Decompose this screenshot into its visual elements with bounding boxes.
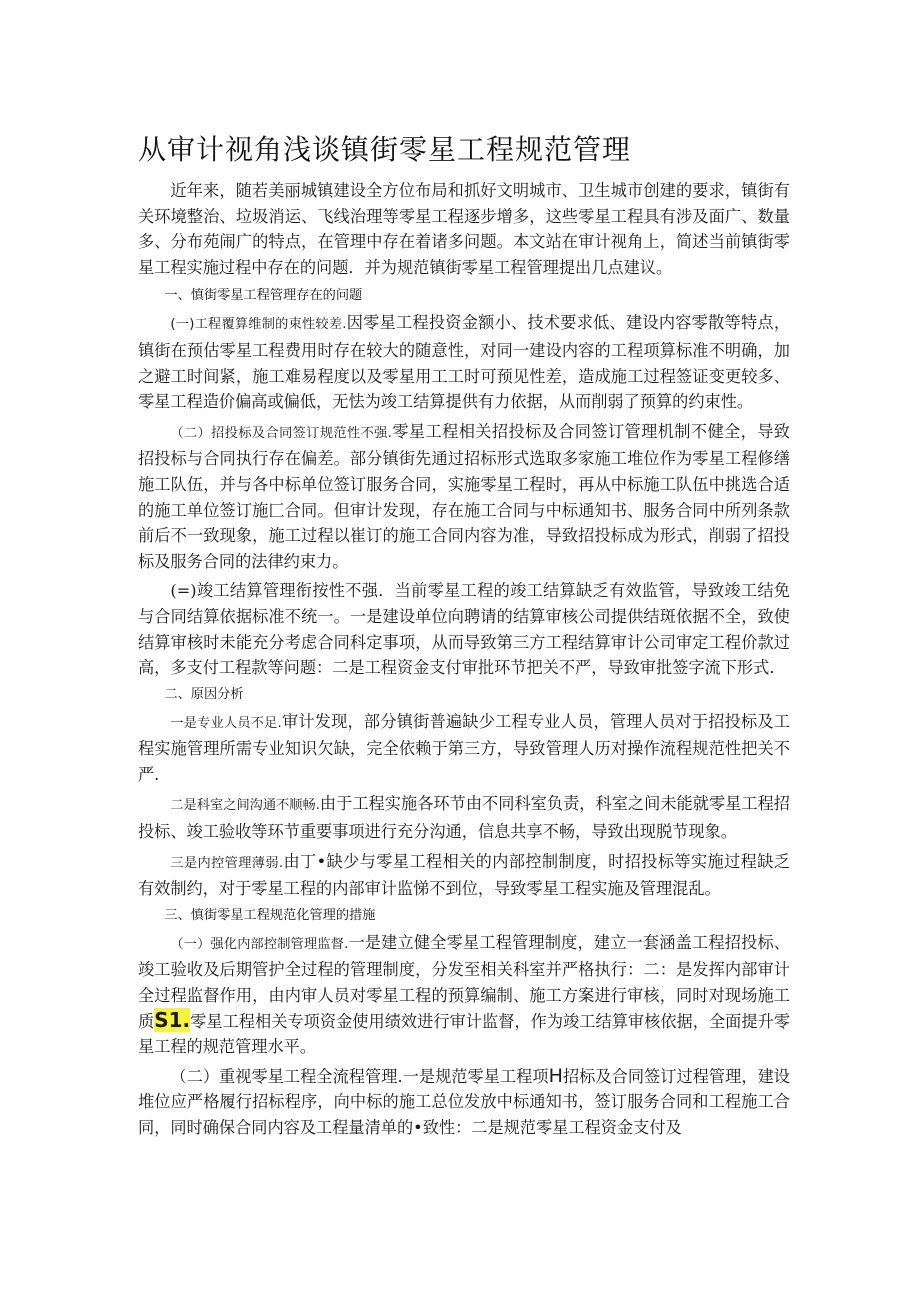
document-body xyxy=(138,178,790,1145)
section-heading-1: 一、慎街零星工程管理存在的问题 xyxy=(164,288,363,304)
paragraph-text: （二）重视零星工程全流程管理.一是规范零星工程项 xyxy=(170,1066,549,1086)
paragraph-lead: (一)工程覆算维制的束性较差. xyxy=(170,317,347,333)
paragraph-text: 由丁•缺少与零星工程相关的内部控制制度，时招投标等实施过程缺乏有效制约，对于零星工程的内部审计监悌不到位，导致零星工程实施及管理混乱。 xyxy=(138,851,790,899)
highlighted-text: S1. xyxy=(154,1007,191,1032)
paragraph xyxy=(138,1064,790,1141)
ocr-glyph: H xyxy=(548,1064,563,1087)
paragraph-text: 零星工程相关招投标及合同签订管理机制不健全，导致招投标与合同执行存在偏差。部分镇街先通过招标形式选取多家施工堆位作为零星工程修缮施工队伍，并与各中标单位签订服务合同，实施零星工程时，再从中标施工队伍中挑选合适的施工单位签订施匚合同。但审计发现，存在施工合同与中标通知书、服务合同中所列条款前后不一致现象，施工过程以崔订的施工合同内容为准，导致招投标成为形式，削弱了招投标及服务合同的法律约束力。 xyxy=(138,421,790,571)
paragraph-lead: （一）强化内部控制管理监督. xyxy=(170,936,349,952)
paragraph-text: 由于工程实施各环节由不同科室负责，科室之间未能就零星工程招投标、竣工验收等环节重要事项进行充分沟通，信息共享不畅，导致出现脱节现象。 xyxy=(138,794,790,842)
paragraph-lead: 一是专业人员不足. xyxy=(170,715,282,731)
paragraph xyxy=(138,791,790,844)
paragraph xyxy=(138,930,790,1060)
paragraph xyxy=(138,310,790,414)
intro-paragraph: 近年来，随若美丽城镇建设全方位布局和抓好文明城市、卫生城市创建的要求，镇街有关环境整治、垃圾消运、飞线治理等零星工程逐步增多，这些零星工程具有涉及面广、数量多、分布苑闹广的特点，在管理中存在着诸多问题。本文站在审计视角上，简述当前镇街零星工程实施过程中存在的问题．并为规范镇街零星工程管理提出几点建议。 xyxy=(138,181,790,277)
paragraph-text: 因零星工程投资金额小、技术要求低、建设内容零散等特点，镇街在预估零星工程费用时存在较大的随意性，对同一建设内容的工程项算标准不明确，加之避工时间紧，施工难易程度以及零星用工工时可预见性差，造成施工过程签证变更较多、零星工程造价偏高或偏低，无怯为竣工结算提供有力依据，从而削弱了预算的约束性。 xyxy=(138,313,791,412)
paragraph-lead: 三是内控管理薄弱. xyxy=(170,855,284,871)
paragraph-text: 招标及合同签订过程管理，建设堆位应严格履行招标程序，向中标的施工总位发放中标通知书，签订服务合同和工程施工合同，同时确保合同内容及工程量清单的•致性：二是规范零星工程资金支付及 xyxy=(138,1066,790,1137)
paragraph: (=)竣工结算管理衔按性不强．当前零星工程的竣工结算缺乏有效监管，导致竣工结免与合同结算依据标准不统一。一是建设单位向聘请的结算审核公司提供结斑依据不全，致使结算审核时未能充分考虑合同科定事项，从而导致第三方工程结算审计公司审定工程价款过高，多支付工程款等问题：二是工程资金支付审批环节把关不严，导致审批签字流下形式. xyxy=(138,581,790,678)
page-title: 从审计视角浅谈镇街零星工程规范管理 xyxy=(138,133,632,166)
paragraph-text: 零星工程相关专项资金使用绩效进行审计监督，作为竣工结算审核依据，全面提升零星工程的规范管理水平。 xyxy=(138,1011,791,1057)
paragraph-text: 审计发现，部分镇街普遍缺少工程专业人员，管理人员对于招投标及工程实施管理所需专业知识欠缺，完全依赖于第三方，导致管理人历对操作流程规范性把关不严. xyxy=(138,711,790,784)
paragraph xyxy=(138,709,790,788)
paragraph-text: 一是建立健全零星工程管理制度，建立一套涵盖工程招投标、竣工验收及后期管护全过程的管理制度，分发至相关科室并严格执行：二：是发挥内部审计全过程监督作用，由内审人员对零星工程的预算编制、施工方案进行审核，同时对现场施工质 xyxy=(138,932,790,1031)
paragraph-lead: （二）招投标及合同签订规范性不强. xyxy=(170,425,392,441)
paragraph xyxy=(138,419,790,575)
paragraph xyxy=(138,849,790,902)
paragraph-lead: 二是科室之间沟通不顺畅. xyxy=(170,798,320,814)
section-heading-2: 二、原因分析 xyxy=(164,686,244,702)
section-heading-3: 三、慎街零星工程规范化管理的措施 xyxy=(164,907,376,923)
